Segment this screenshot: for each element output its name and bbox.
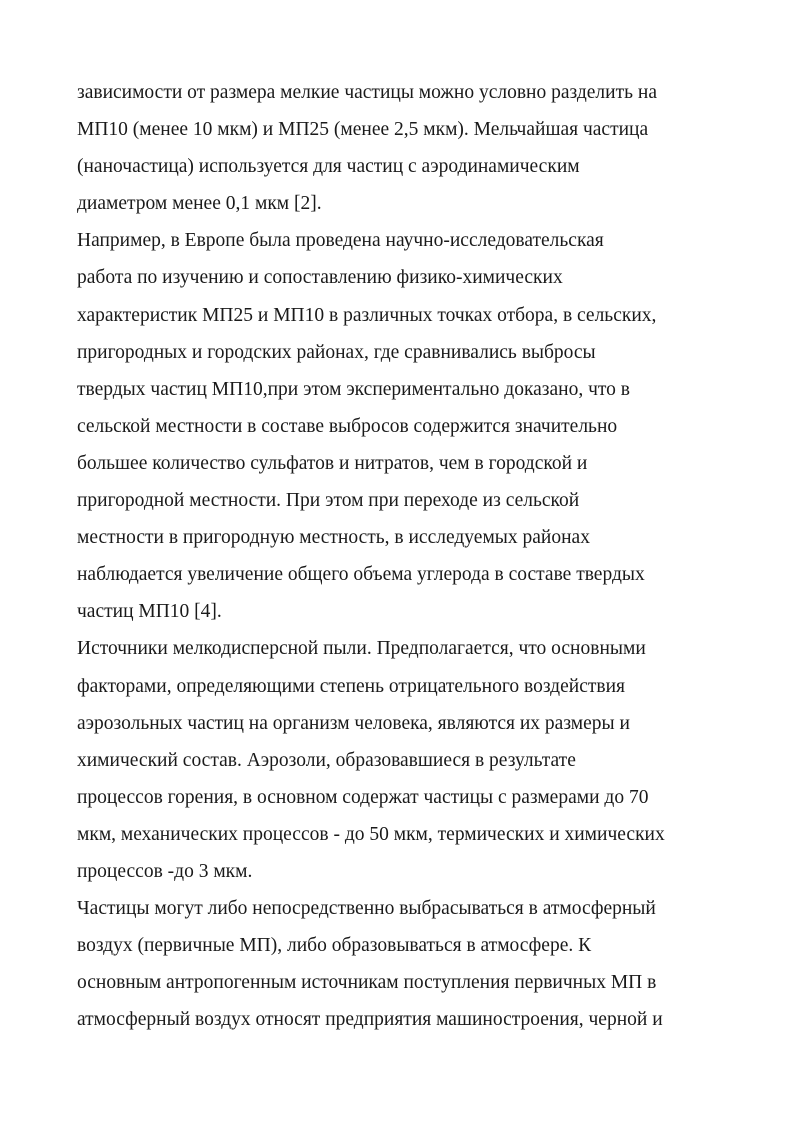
text-line: воздух (первичные МП), либо образовываться в атмосфере. К [77, 935, 592, 957]
text-line: пригородной местности. При этом при переходе из сельской [77, 490, 580, 512]
text-line: атмосферный воздух относят предприятия машиностроения, черной и [77, 1009, 663, 1031]
text-line: Источники мелкодисперсной пыли. Предполагается, что основными [77, 638, 646, 660]
text-line: МП10 (менее 10 мкм) и МП25 (менее 2,5 мкм). Мельчайшая частица [77, 119, 649, 141]
text-line: характеристик МП25 и МП10 в различных точках отбора, в сельских, [77, 304, 657, 326]
text-line: диаметром менее 0,1 мкм [2]. [77, 193, 322, 215]
body-text [77, 74, 737, 1038]
text-line: твердых частиц МП10,при этом экспериментально доказано, что в [77, 378, 631, 400]
text-line: сельской местности в составе выбросов содержится значительно [77, 415, 618, 437]
text-line: большее количество сульфатов и нитратов, чем в городской и [77, 452, 588, 474]
text-line: процессов горения, в основном содержат частицы с размерами до 70 [77, 786, 649, 808]
text-line: факторами, определяющими степень отрицательного воздействия [77, 675, 625, 697]
text-line: пригородных и городских районах, где сравнивались выбросы [77, 341, 596, 363]
text-line: Частицы могут либо непосредственно выбрасываться в атмосферный [77, 898, 656, 920]
text-line: мкм, механических процессов - до 50 мкм, термических и химических [77, 823, 665, 845]
text-line: основным антропогенным источникам поступления первичных МП в [77, 972, 657, 994]
text-line: местности в пригородную местность, в исследуемых районах [77, 527, 590, 549]
text-line: аэрозольных частиц на организм человека, являются их размеры и [77, 712, 630, 734]
text-line: Например, в Европе была проведена научно-исследовательская [77, 230, 604, 252]
text-line: наблюдается увеличение общего объема углерода в составе твердых [77, 564, 645, 586]
text-line: частиц МП10 [4]. [77, 601, 222, 623]
text-line: работа по изучению и сопоставлению физико-химических [77, 267, 563, 289]
text-line: химический состав. Аэрозоли, образовавшиеся в результате [77, 749, 576, 771]
text-line: процессов -до 3 мкм. [77, 860, 253, 882]
text-line: зависимости от размера мелкие частицы можно условно разделить на [77, 82, 657, 103]
text-line: (наночастица) используется для частиц с аэродинамическим [77, 156, 580, 178]
